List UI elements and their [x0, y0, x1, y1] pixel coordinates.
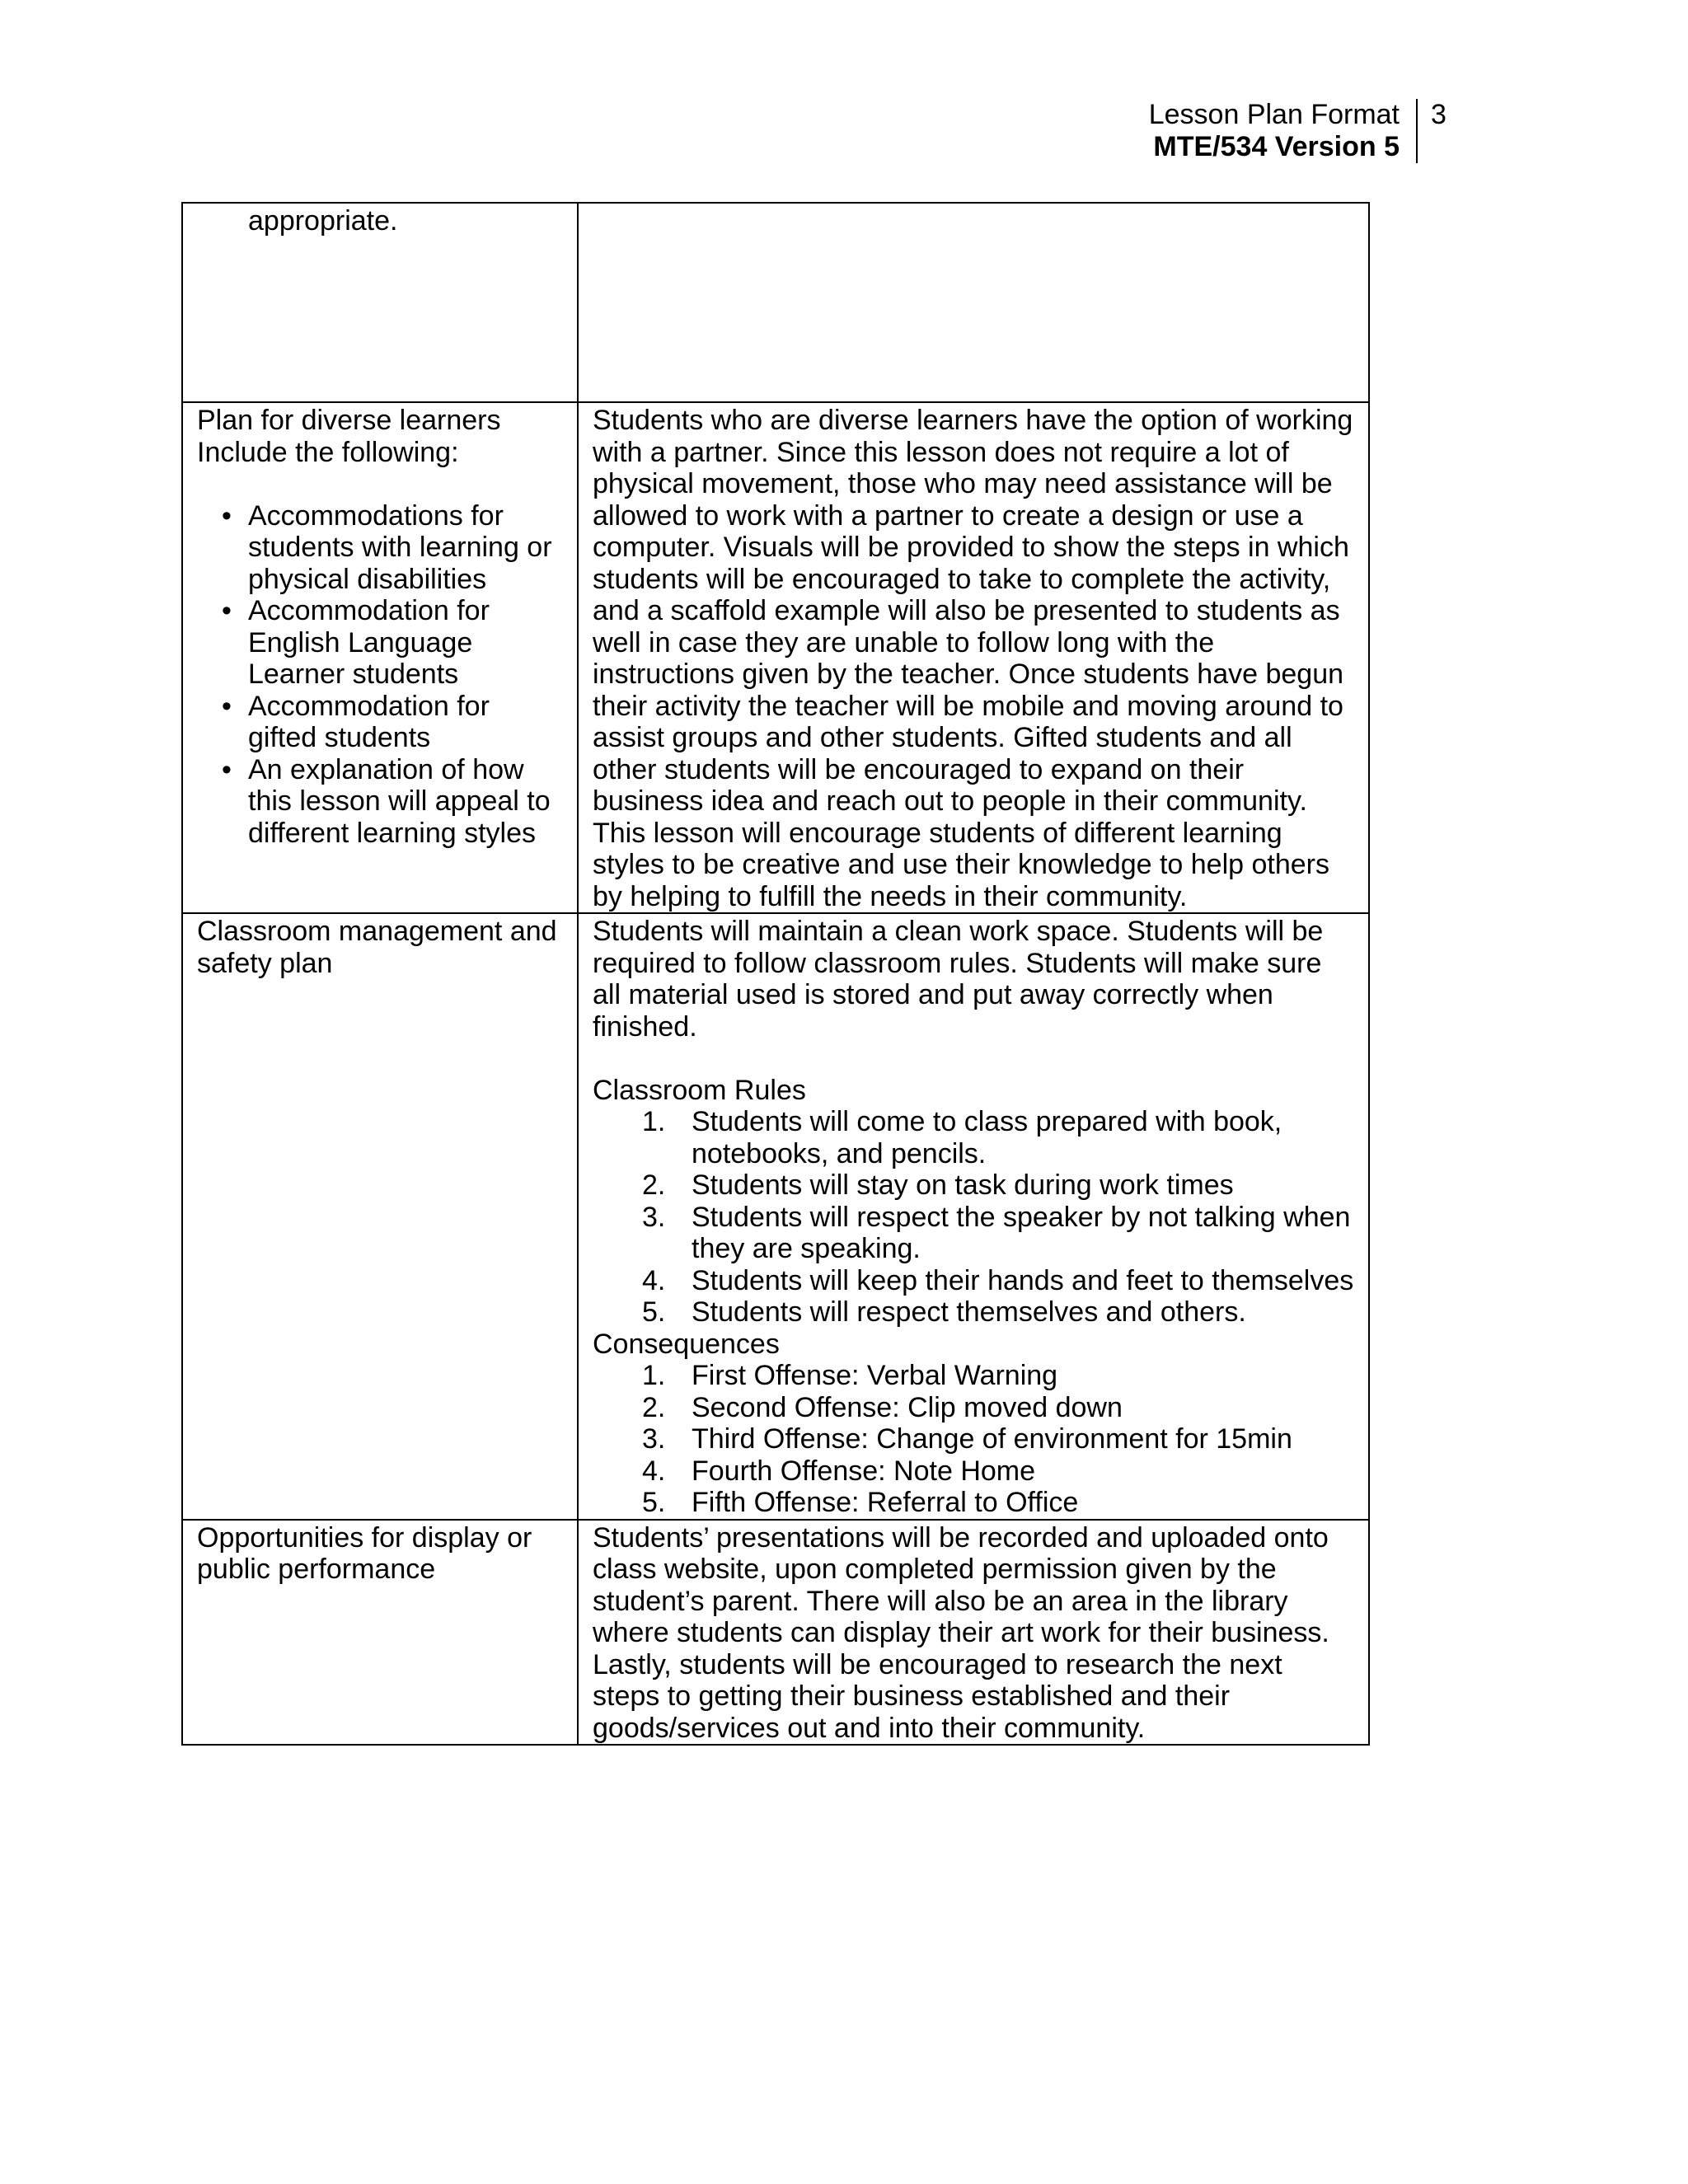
list-item: 4. Students will keep their hands and feet to themselves [642, 1264, 1354, 1296]
list-item: 5. Students will respect themselves and others. [642, 1296, 1246, 1328]
page-number: 3 [1431, 99, 1447, 130]
header-title: Lesson Plan Format [1148, 99, 1400, 130]
consequences-heading: Consequences [593, 1328, 780, 1360]
list-item: 2. Second Offense: Clip moved down [642, 1391, 1123, 1423]
classroom-management-title: Classroom management and safety plan [197, 916, 557, 979]
diverse-learners-left-cell [182, 402, 578, 913]
list-item: • An explanation of how this lesson will appeal to different learning styles [222, 753, 551, 849]
spacer [197, 468, 565, 500]
display-opportunities-title: Opportunities for display or public performance [197, 1521, 532, 1585]
display-opportunities-right-cell [578, 1520, 1369, 1746]
classroom-management-intro: Students will maintain a clean work space. Students will be required to follow classroom rules. Students will make sure all material used is stored and put away correctly when finished. [593, 916, 1324, 1043]
header-subtitle: MTE/534 Version 5 [1153, 131, 1400, 162]
table-row-continuation [182, 203, 1369, 402]
spacer [593, 1043, 1357, 1075]
diverse-learners-right-cell [578, 402, 1369, 913]
bullet-icon: • [222, 499, 232, 532]
diverse-learners-subtitle: Include the following: [197, 436, 459, 468]
bullet-icon: • [222, 753, 232, 785]
lesson-plan-table [181, 202, 1370, 1746]
rules-list [593, 1106, 1357, 1329]
diverse-learners-description: Students who are diverse learners have the option of working with a partner. Since this lesson does not require a lot of physical movement, those who may need assistance will be allowed to work with a partner to create a design or use a computer. Visuals will be provided to show the steps in which students will be encouraged to take to complete the activity, and a scaffold example will also be presented to students as well in case they are unable to follow long with the instructions given by the teacher. Once students have begun their activity the teacher will be mobile and moving around to assist groups and other students. Gifted students and all other students will be encouraged to expand on their business idea and reach out to people in their community. This lesson will encourage students of different learning styles to be creative and use their knowledge to help others by helping to fulfill the needs in their community. [593, 405, 1353, 912]
row-continuation-left-cell [182, 203, 578, 402]
header-divider [1416, 99, 1418, 163]
list-item: 1. First Offense: Verbal Warning [642, 1360, 1058, 1391]
page-header [1137, 99, 1447, 163]
classroom-management-right-cell [578, 913, 1369, 1520]
table-row-diverse-learners [182, 402, 1369, 913]
list-item: 1. Students will come to class prepared with book, notebooks, and pencils. [642, 1106, 1282, 1169]
list-item: 2. Students will stay on task during work times [642, 1169, 1234, 1201]
continuation-text: appropriate. [248, 205, 398, 237]
header-text-block [1149, 99, 1400, 163]
classroom-management-left-cell [182, 913, 578, 1520]
list-item: 3. Third Offense: Change of environment for 15min [642, 1423, 1292, 1455]
list-item: • Accommodations for students with learning or physical disabilities [222, 499, 552, 595]
list-item: 5. Fifth Offense: Referral to Office [642, 1487, 1079, 1518]
display-opportunities-description: Students’ presentations will be recorded and uploaded onto class website, upon completed permission given by the student’s parent. There will also be an area in the library where students can display their art work for their business. Lastly, students will be encouraged to research the next steps to getting their business established and their goods/services out and into their community. [593, 1521, 1329, 1744]
rules-heading: Classroom Rules [593, 1074, 806, 1106]
diverse-learners-bullet-list [197, 500, 565, 850]
display-opportunities-left-cell [182, 1520, 578, 1746]
list-item: 3. Students will respect the speaker by not talking when they are speaking. [642, 1201, 1351, 1264]
list-item: • Accommodation for English Language Learner students [222, 595, 490, 690]
bullet-icon: • [222, 690, 232, 722]
row-continuation-right-cell [578, 203, 1369, 402]
consequences-list [593, 1360, 1357, 1519]
table-row-display-opportunities [182, 1520, 1369, 1746]
diverse-learners-title: Plan for diverse learners [197, 405, 501, 436]
bullet-icon: • [222, 595, 232, 626]
list-item: 4. Fourth Offense: Note Home [642, 1455, 1036, 1487]
table-row-classroom-management [182, 913, 1369, 1520]
list-item: • Accommodation for gifted students [222, 690, 490, 753]
